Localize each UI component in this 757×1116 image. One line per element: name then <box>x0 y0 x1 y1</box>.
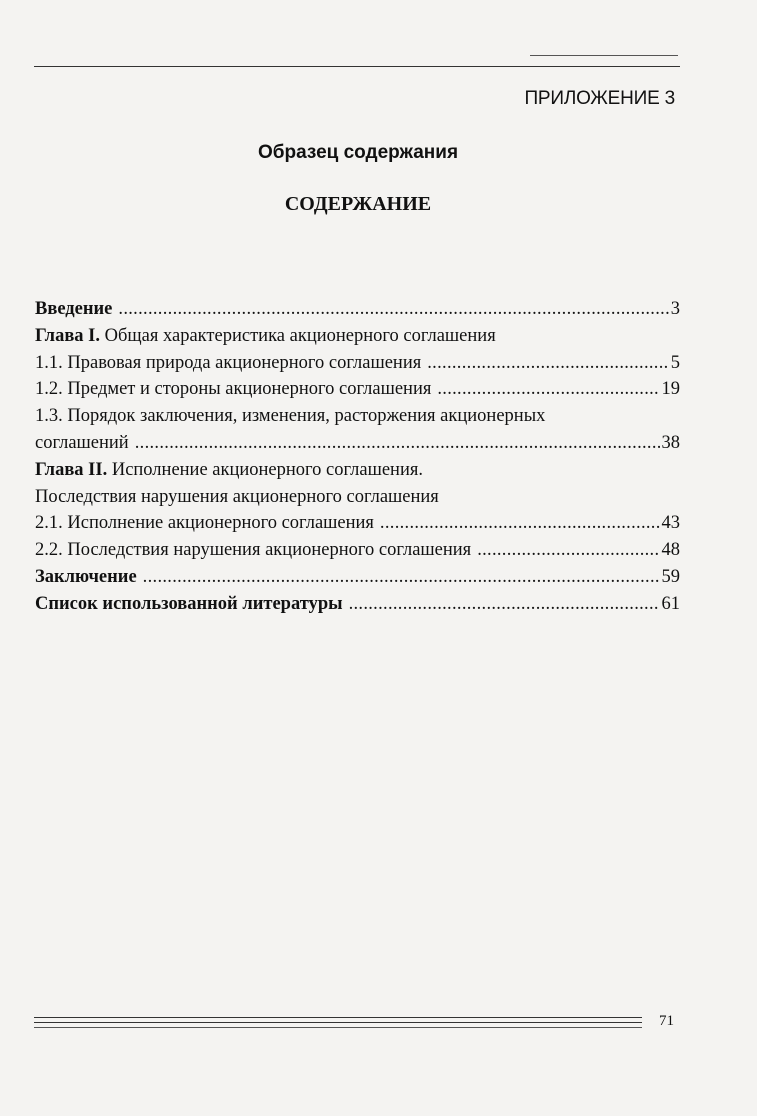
table-of-contents <box>35 299 680 621</box>
toc-entry-bold: Заключение <box>35 566 137 587</box>
toc-page-number: 43 <box>661 513 680 534</box>
toc-leader-dots <box>349 594 660 614</box>
toc-entry <box>35 594 680 621</box>
toc-leader-dots <box>135 433 660 453</box>
toc-entry-bold: Глава I. <box>35 325 101 346</box>
toc-leader-dots <box>427 353 669 373</box>
toc-entry-text: 2.2. Последствия нарушения акционерного соглашения <box>35 540 472 561</box>
toc-entry-text: соглашений <box>35 432 129 453</box>
toc-entry-bold: Введение <box>35 299 113 319</box>
toc-leader-dots <box>477 540 659 560</box>
toc-entry <box>35 353 680 380</box>
toc-page-number: 48 <box>661 540 680 561</box>
page-number: 71 <box>659 1013 674 1029</box>
toc-entry <box>35 299 680 326</box>
toc-leader-dots <box>380 513 660 533</box>
toc-page-number: 5 <box>670 352 680 373</box>
toc-page-number: 59 <box>661 566 680 587</box>
toc-entry <box>35 487 680 514</box>
toc-entry-text: Последствия нарушения акционерного соглашения <box>35 486 439 507</box>
toc-entry-text: 1.1. Правовая природа акционерного соглашения <box>35 352 422 373</box>
toc-entry-text: Общая характеристика акционерного соглашения <box>100 325 496 346</box>
toc-entry-bold: Глава II. <box>35 459 108 480</box>
toc-leader-dots <box>143 567 660 587</box>
footer-rule <box>34 1027 642 1028</box>
toc-entry <box>35 406 680 433</box>
toc-page-number: 61 <box>661 593 680 614</box>
toc-entry-text: 2.1. Исполнение акционерного соглашения <box>35 513 374 534</box>
footer-rule <box>34 1017 642 1018</box>
toc-entry-bold: Список использованной литературы <box>35 593 343 614</box>
toc-entry <box>35 540 680 567</box>
toc-page-number: 3 <box>670 299 680 319</box>
footer-rule <box>34 1022 642 1023</box>
toc-entry <box>35 567 680 594</box>
appendix-label: ПРИЛОЖЕНИЕ 3 <box>524 88 675 109</box>
toc-entry <box>35 433 680 460</box>
toc-entry-text: Исполнение акционерного соглашения. <box>107 459 423 480</box>
toc-entry <box>35 379 680 406</box>
toc-entry-text: 1.2. Предмет и стороны акционерного соглашения <box>35 379 432 400</box>
toc-page-number: 19 <box>661 379 680 400</box>
toc-entry <box>35 326 680 353</box>
header-rule-short <box>530 55 678 56</box>
toc-page-number: 38 <box>661 432 680 453</box>
toc-leader-dots <box>118 299 668 319</box>
sample-title: Образец содержания <box>257 142 459 163</box>
contents-heading: СОДЕРЖАНИЕ <box>284 193 432 215</box>
header-rule <box>34 66 680 67</box>
toc-entry <box>35 513 680 540</box>
toc-entry <box>35 460 680 487</box>
toc-leader-dots <box>437 379 659 399</box>
toc-entry-text: 1.3. Порядок заключения, изменения, расторжения акционерных <box>35 406 546 427</box>
